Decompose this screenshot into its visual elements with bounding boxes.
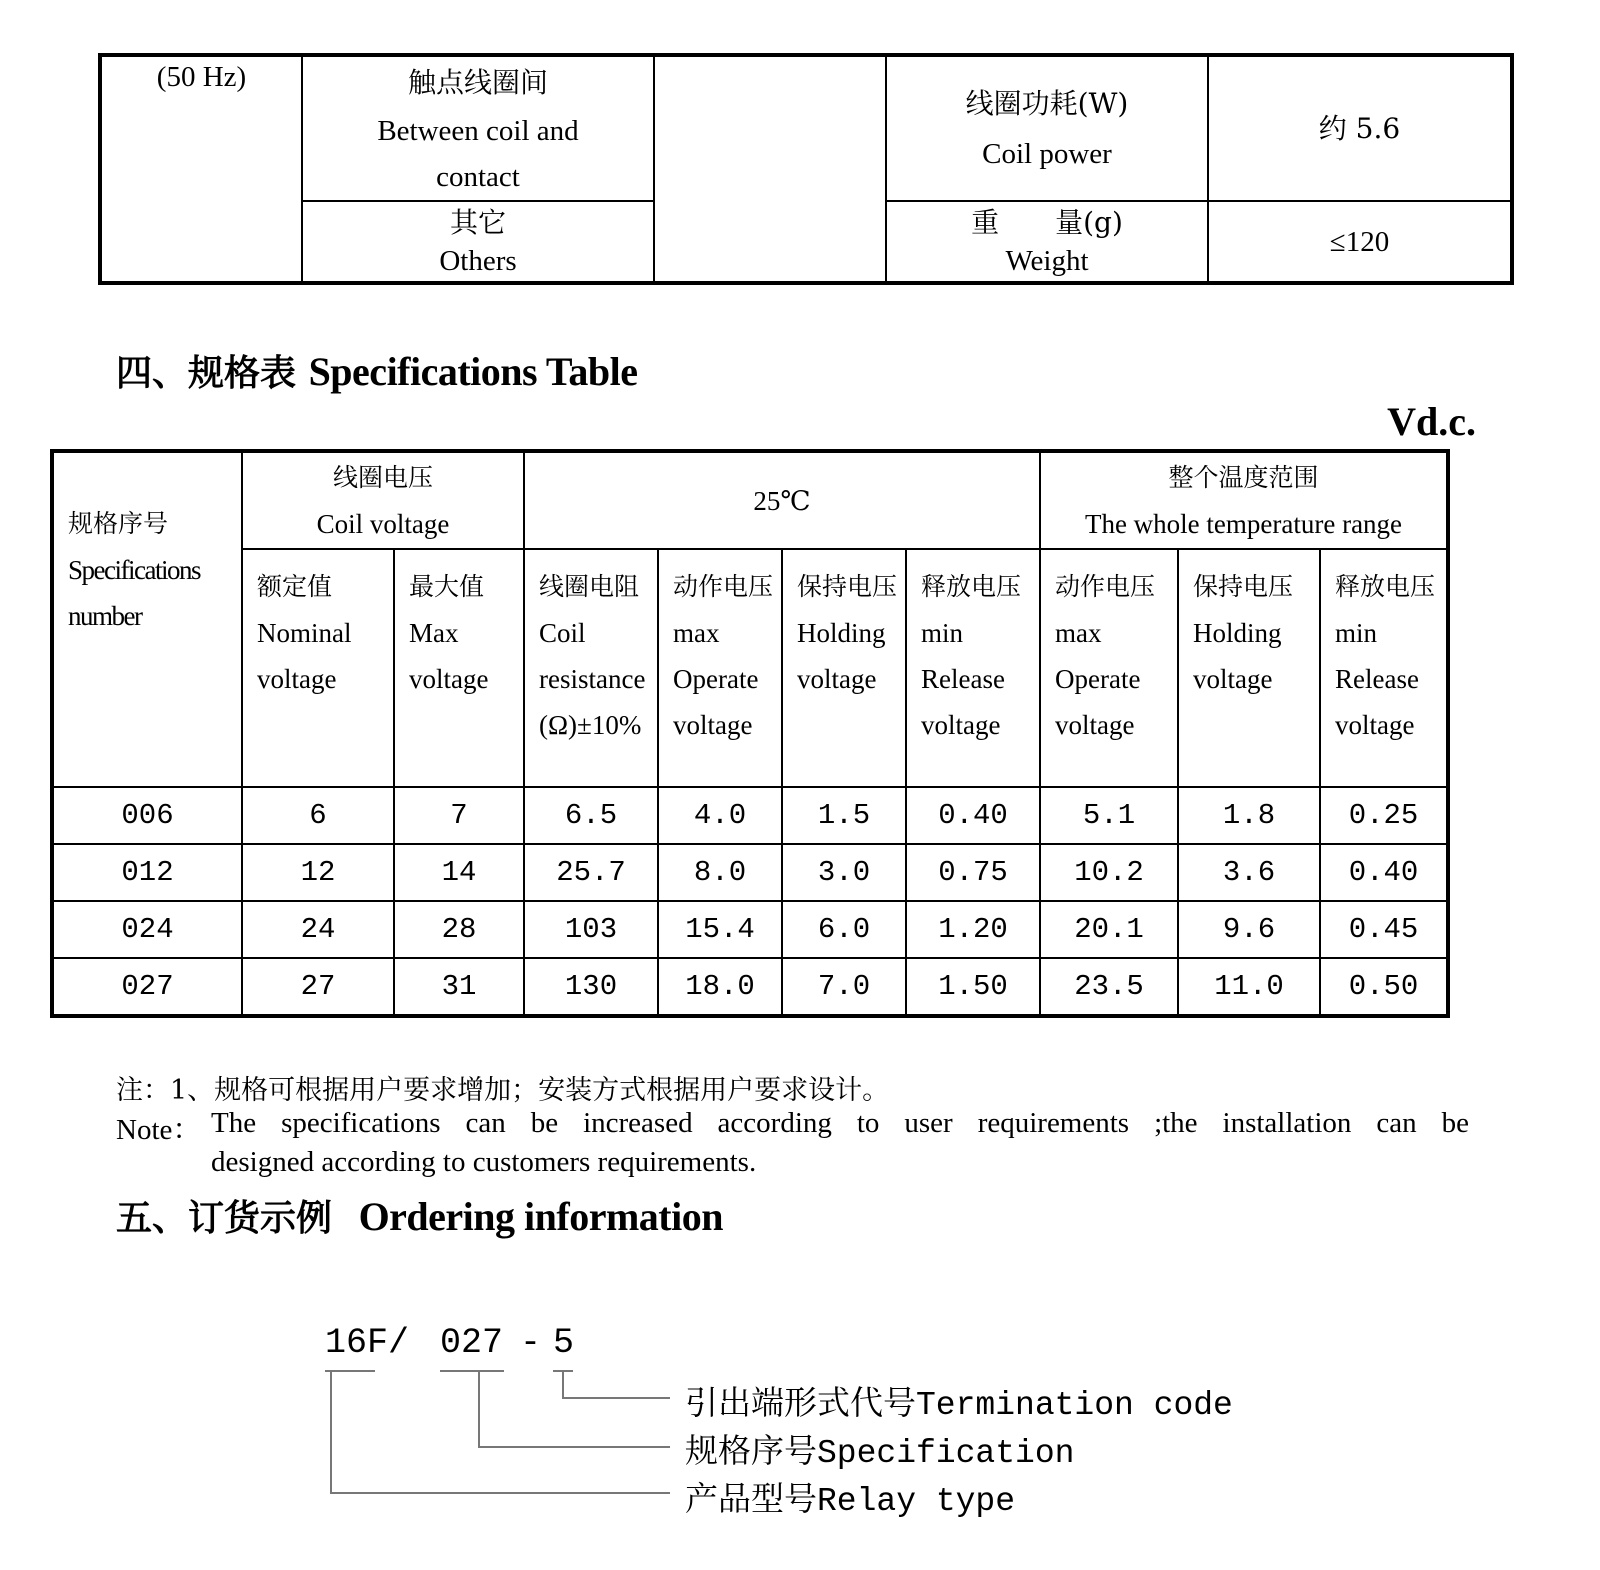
section-4-heading — [116, 345, 638, 396]
unit-label: Vd.c. — [1387, 399, 1476, 444]
table-cell: 7.0 — [782, 958, 906, 1016]
column-header-en: (Ω)±10% — [539, 710, 642, 740]
section-5-cn: 五、订货示例 — [116, 1198, 333, 1239]
table-cell: 0.50 — [1320, 958, 1448, 1016]
column-header-en: Holding — [797, 618, 886, 648]
specifications-table — [50, 449, 1450, 1018]
whole-temp-cn: 整个温度范围 — [1168, 462, 1319, 492]
column-header-en: Nominal — [257, 618, 352, 648]
spec-number-cell: 006 — [52, 787, 242, 844]
column-header-en: voltage — [921, 710, 1001, 740]
between-coil-contact-cell — [302, 55, 654, 201]
table-cell: 4.0 — [658, 787, 782, 844]
others-cn-label: 其它 — [449, 205, 506, 239]
table-row — [52, 958, 1448, 1016]
table-cell: 1.5 — [782, 787, 906, 844]
table-cell: 1.8 — [1178, 787, 1320, 844]
table-cell: 7 — [394, 787, 524, 844]
note-cn: 注：1、规格可根据用户要求增加；安装方式根据用户要求设计。 — [116, 1075, 890, 1106]
leader-spec-h — [478, 1446, 670, 1448]
group-25c: 25℃ — [524, 451, 1040, 549]
underline-spec — [440, 1370, 504, 1372]
coil-voltage-group — [242, 451, 524, 549]
column-header-en: min — [1335, 618, 1378, 648]
table-cell: 0.40 — [1320, 844, 1448, 901]
column-header-en: Holding — [1193, 618, 1282, 648]
table-cell: 5.1 — [1040, 787, 1178, 844]
leader-termination-h — [562, 1397, 670, 1399]
others-cell — [302, 201, 654, 283]
between-en-label: Between coil and contact — [377, 114, 579, 193]
leader-spec-v — [478, 1370, 480, 1448]
table-row — [52, 787, 1448, 844]
leader-relay-v — [330, 1370, 332, 1494]
column-header — [1178, 549, 1320, 787]
table-cell: 24 — [242, 901, 394, 958]
column-header — [394, 549, 524, 787]
column-header-en: max — [673, 618, 720, 648]
underline-prefix — [325, 1370, 375, 1372]
table-cell: 27 — [242, 958, 394, 1016]
coil-power-cell — [886, 55, 1208, 201]
coil-voltage-cn: 线圈电压 — [332, 462, 433, 492]
between-cn-label: 触点线圈间 — [407, 65, 548, 99]
weight-cn-label: 重 量(g) — [971, 205, 1123, 239]
column-header-cn: 释放电压 — [921, 572, 1022, 601]
table-cell: 14 — [394, 844, 524, 901]
table-cell: 23.5 — [1040, 958, 1178, 1016]
table-cell: 6.0 — [782, 901, 906, 958]
weight-value: ≤120 — [1208, 201, 1512, 283]
section-4-cn: 四、规格表 — [116, 353, 297, 394]
column-header-en: Release — [921, 664, 1005, 694]
table-cell: 8.0 — [658, 844, 782, 901]
column-header — [658, 549, 782, 787]
column-header-cn: 动作电压 — [673, 572, 774, 601]
label-specification: 规格序号Specification — [685, 1435, 1075, 1472]
table-cell: 9.6 — [1178, 901, 1320, 958]
column-header-cn: 释放电压 — [1335, 572, 1436, 601]
column-header-cn: 额定值 — [257, 572, 333, 601]
table-cell: 0.40 — [906, 787, 1040, 844]
table-cell: 0.45 — [1320, 901, 1448, 958]
column-header-cn: 保持电压 — [1193, 572, 1294, 601]
part-number-spec: 027 — [440, 1323, 504, 1363]
coil-power-en-label: Coil power — [982, 137, 1112, 170]
table-row — [52, 844, 1448, 901]
table-row — [52, 901, 1448, 958]
table-cell: 25.7 — [524, 844, 658, 901]
empty-value-cell — [654, 55, 886, 283]
column-header-en: voltage — [1335, 710, 1415, 740]
column-header-en: Max — [409, 618, 459, 648]
table-cell: 6 — [242, 787, 394, 844]
column-header — [782, 549, 906, 787]
note-en-line-1: The specifications can be increased according to user requirements ;the installation can be — [211, 1107, 1469, 1139]
column-header-en: Operate — [1055, 664, 1141, 694]
table-cell: 10.2 — [1040, 844, 1178, 901]
column-header-en: voltage — [409, 664, 489, 694]
column-header-en: Operate — [673, 664, 759, 694]
spec-number-cell: 024 — [52, 901, 242, 958]
table-cell: 0.75 — [906, 844, 1040, 901]
column-header-en: voltage — [1193, 664, 1273, 694]
column-header — [906, 549, 1040, 787]
spec-number-header — [52, 451, 242, 787]
table-cell: 20.1 — [1040, 901, 1178, 958]
part-number-separator: - — [520, 1323, 542, 1363]
column-header-cn: 最大值 — [409, 572, 485, 601]
whole-temp-group — [1040, 451, 1448, 549]
general-specs-table — [98, 53, 1514, 285]
table-cell: 3.6 — [1178, 844, 1320, 901]
coil-power-cn-label: 线圈功耗(W) — [965, 86, 1129, 120]
column-header-cn: 保持电压 — [797, 572, 898, 601]
section-4-en: Specifications Table — [308, 349, 638, 394]
table-cell: 11.0 — [1178, 958, 1320, 1016]
frequency-cell — [100, 55, 302, 283]
column-header-en: voltage — [797, 664, 877, 694]
spec-number-en-2: number — [68, 600, 142, 631]
table-cell: 130 — [524, 958, 658, 1016]
spec-number-cn: 规格序号 — [68, 508, 169, 538]
column-header-en: voltage — [673, 710, 753, 740]
table-cell: 1.50 — [906, 958, 1040, 1016]
table-cell: 18.0 — [658, 958, 782, 1016]
column-header-en: max — [1055, 618, 1102, 648]
column-header — [1320, 549, 1448, 787]
frequency-label: (50 Hz) — [156, 61, 247, 93]
part-number-termination: 5 — [553, 1323, 575, 1363]
spec-number-cell: 027 — [52, 958, 242, 1016]
others-en-label: Others — [439, 244, 517, 277]
section-5-en: Ordering information — [358, 1194, 723, 1239]
column-header — [1040, 549, 1178, 787]
table-cell: 31 — [394, 958, 524, 1016]
section-5-heading — [116, 1190, 723, 1241]
table-cell: 103 — [524, 901, 658, 958]
table-cell: 28 — [394, 901, 524, 958]
table-cell: 0.25 — [1320, 787, 1448, 844]
column-header-en: voltage — [1055, 710, 1135, 740]
column-header-en: min — [921, 618, 964, 648]
column-header-en: voltage — [257, 664, 337, 694]
label-termination-code: 引出端形式代号Termination code — [685, 1387, 1233, 1424]
weight-en-label: Weight — [1005, 244, 1089, 277]
spec-number-en-1: Specifications — [68, 554, 200, 585]
leader-relay-h — [330, 1492, 670, 1494]
column-header — [524, 549, 658, 787]
note-en-line-2: designed according to customers requirements. — [211, 1146, 757, 1178]
note-en-label: Note： — [116, 1114, 202, 1146]
column-header-en: resistance — [539, 664, 646, 694]
coil-power-value: 约 5.6 — [1208, 55, 1512, 201]
column-header-cn: 动作电压 — [1055, 572, 1156, 601]
leader-termination-v — [562, 1370, 564, 1398]
table-cell: 1.20 — [906, 901, 1040, 958]
table-cell: 15.4 — [658, 901, 782, 958]
part-number-prefix: 16F/ — [325, 1323, 410, 1363]
column-header-cn: 线圈电阻 — [539, 572, 640, 601]
table-cell: 6.5 — [524, 787, 658, 844]
spec-number-cell: 012 — [52, 844, 242, 901]
column-header-en: Release — [1335, 664, 1419, 694]
table-cell: 3.0 — [782, 844, 906, 901]
label-relay-type: 产品型号Relay type — [685, 1483, 1016, 1520]
column-header-en: Coil — [539, 618, 586, 648]
weight-cell — [886, 201, 1208, 283]
coil-voltage-en: Coil voltage — [316, 508, 450, 539]
table-cell: 12 — [242, 844, 394, 901]
whole-temp-en: The whole temperature range — [1084, 508, 1403, 539]
column-header — [242, 549, 394, 787]
